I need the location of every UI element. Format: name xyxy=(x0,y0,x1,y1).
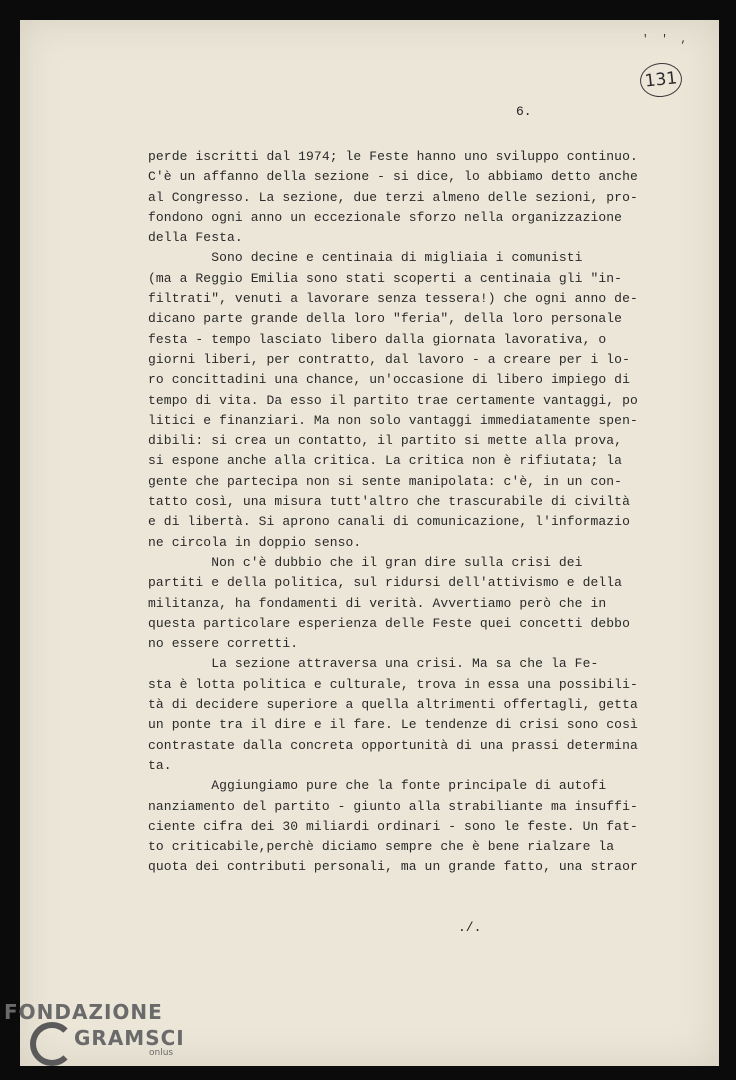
text-line: e di libertà. Si aprono canali di comunicazione, l'informazio xyxy=(148,514,630,530)
text-line: tà di decidere superiore a quella altrimenti offertagli, getta xyxy=(148,697,638,713)
text-line: to criticabile,perchè diciamo sempre che è bene rialzare la xyxy=(148,839,615,855)
text-line: ciente cifra dei 30 miliardi ordinari - sono le feste. Un fat- xyxy=(148,818,638,834)
text-line: al Congresso. La sezione, due terzi almeno delle sezioni, pro- xyxy=(148,189,638,205)
text-line: Sono decine e centinaia di migliaia i comunisti xyxy=(148,250,583,266)
text-line: litici e finanziari. Ma non solo vantaggi immediatamente spen- xyxy=(148,412,638,428)
logo-line-2: GRAMSCI xyxy=(74,1026,185,1050)
fondazione-gramsci-logo xyxy=(4,1000,185,1058)
text-line: Non c'è dubbio che il gran dire sulla crisi dei xyxy=(148,554,583,570)
text-line: filtrati", venuti a lavorare senza tessera!) che ogni anno de- xyxy=(148,291,638,307)
text-line: militanza, ha fondamenti di verità. Avvertiamo però che in xyxy=(148,595,607,611)
text-line: sta è lotta politica e culturale, trova in essa una possibili- xyxy=(148,676,638,692)
text-line: La sezione attraversa una crisi. Ma sa che la Fe- xyxy=(148,656,599,672)
text-line: gente che partecipa non si sente manipolata: c'è, in un con- xyxy=(148,473,623,489)
text-line: quota dei contributi personali, ma un grande fatto, una straor xyxy=(148,859,638,875)
text-line: un ponte tra il dire e il fare. Le tendenze di crisi sono così xyxy=(148,717,638,733)
text-line: Aggiungiamo pure che la fonte principale di autofi xyxy=(148,778,607,794)
text-line: (ma a Reggio Emilia sono stati scoperti a centinaia gli "in- xyxy=(148,270,623,286)
text-line: ne circola in doppio senso. xyxy=(148,534,362,550)
page-number: 6. xyxy=(516,104,532,119)
text-line: perde iscritti dal 1974; le Feste hanno uno sviluppo continuo. xyxy=(148,149,638,164)
logo-line-3: onlus xyxy=(149,1048,174,1058)
archive-number-stamp: 131 xyxy=(638,61,683,99)
text-line: tatto così, una misura tutt'altro che trascurabile di civiltà xyxy=(148,494,630,510)
text-line: no essere corretti. xyxy=(148,636,299,652)
logo-line-1: FONDAZIONE xyxy=(4,1000,163,1024)
corner-marks: ' ' , xyxy=(642,34,691,46)
text-line: ta. xyxy=(148,757,172,773)
text-line: della Festa. xyxy=(148,230,243,246)
continuation-mark: ./. xyxy=(458,920,482,935)
text-line: questa particolare esperienza delle Feste quei concetti debbo xyxy=(148,615,630,631)
text-line: fondono ogni anno un eccezionale sforzo nella organizzazione xyxy=(148,209,623,225)
text-line: dibili: si crea un contatto, il partito si mette alla prova, xyxy=(148,433,623,449)
text-line: si espone anche alla critica. La critica non è rifiutata; la xyxy=(148,453,623,469)
text-line: giorni liberi, per contratto, dal lavoro - a creare per i lo- xyxy=(148,351,630,367)
text-line: contrastate dalla concreta opportunità di una prassi determina xyxy=(148,737,638,753)
text-line: dicano parte grande della loro "feria", della loro personale xyxy=(148,311,623,327)
text-line: C'è un affanno della sezione - si dice, lo abbiamo detto anche xyxy=(148,169,638,185)
text-line: ro concittadini una chance, un'occasione di libero impiego di xyxy=(148,372,630,388)
text-line: festa - tempo lasciato libero dalla giornata lavorativa, o xyxy=(148,331,607,347)
text-line: nanziamento del partito - giunto alla strabiliante ma insuffi- xyxy=(148,798,638,814)
text-line: tempo di vita. Da esso il partito trae certamente vantaggi, po xyxy=(148,392,638,408)
text-line: partiti e della politica, sul ridursi dell'attivismo e della xyxy=(148,575,623,591)
typed-text-block xyxy=(148,147,638,878)
